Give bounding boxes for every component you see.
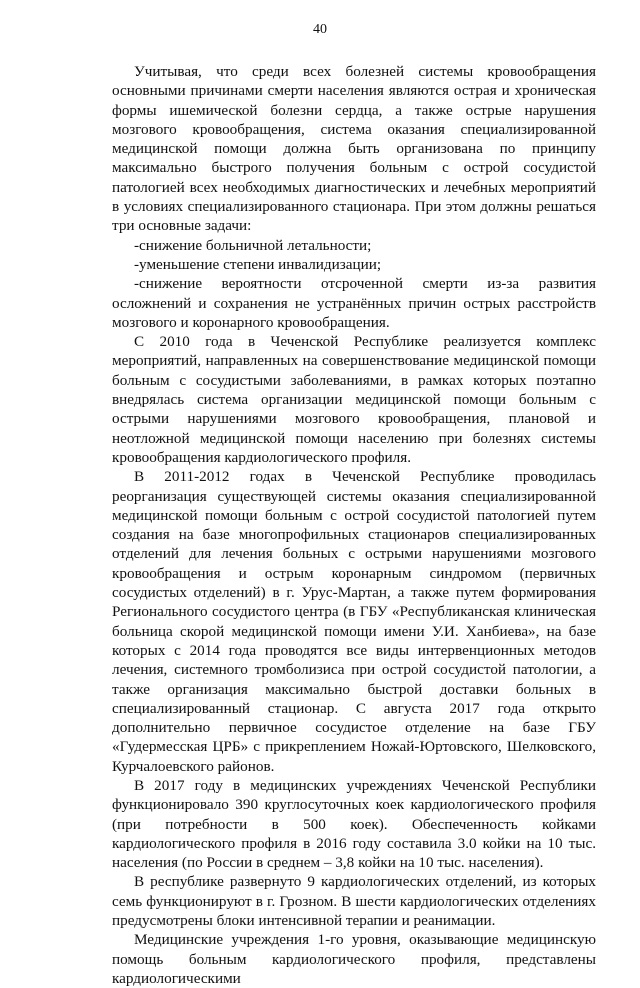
paragraph-2017-beds: В 2017 году в медицинских учреждениях Чеченской Республики функционировало 390 круглосуточных коек кардиологического профиля (при потребности в 500 коек). Обеспеченность койками кардиологического профиля в 2016 году составила 3.0 койки на 10 тыс. населения (по России в среднем – 3,8 койки на 10 тыс. населения). bbox=[112, 776, 596, 872]
paragraph-2010-measures: С 2010 года в Чеченской Республике реализуется комплекс мероприятий, направленных на совершенствование медицинской помощи больным с сосудистыми заболеваниями, в рамках которых поэтапно внедрялась система организации медицинской помощи больным с острыми нарушениями мозгового кровообращения, плановой и неотложной медицинской помощи населению при болезнях системы кровообращения кардиологического профиля. bbox=[112, 333, 596, 466]
paragraph-2011-2012-reorganization: В 2011-2012 годах в Чеченской Республике проводилась реорганизация существующей системы оказания специализированной медицинской помощи больным с острой сосудистой патологией путем создания на базе многопрофильных стационаров специализированных отделений для лечения больных с острыми нарушениями мозгового кровообращения и острым коронарным синдромом (первичных сосудистых отделений) в г. Урус-Мартан, а также путем формирования Регионального сосудистого центра (в ГБУ «Республиканская клиническая больница скорой медицинской помощи имени У.И. Ханбиева», на базе которых с 2014 года проводятся все виды интервенционных методов лечения, системного тромболизиса при острой сосудистой патологии, а также организация максимально быстрой доставки больных в специализированный стационар. С августа 2017 года открыто дополнительно первичное сосудистое отделение на базе ГБУ «Гудермесская ЦРБ» с прикреплением Ножай-Юртовского, Шелковского, Курчалоевского районов. bbox=[112, 468, 596, 775]
task-item-disability: -уменьшение степени инвалидизации; bbox=[134, 255, 382, 273]
paragraph-cardiology-departments: В республике развернуто 9 кардиологических отделений, из которых семь функционируют в г. Грозном. В шести кардиологических отделениях предусмотрены блоки интенсивной терапии и реанимации. bbox=[112, 873, 596, 930]
paragraph-intro: Учитывая, что среди всех болезней системы кровообращения основными причинами смерти населения являются острая и хроническая формы ишемической болезни сердца, а также острые нарушения мозгового кровообращения, система оказания специализированной медицинской помощи должна быть организована по принципу максимально быстрого получения больным с острой сосудистой патологией всех необходимых диагностических и лечебных мероприятий в условиях специализированного стационара. При этом должны решаться три основные задачи: bbox=[112, 63, 596, 235]
task-item-mortality: -снижение больничной летальности; bbox=[134, 236, 372, 254]
paragraph-level-1-institutions: Медицинские учреждения 1-го уровня, оказывающие медицинскую помощь больным кардиологического профиля, представлены кардиологическими bbox=[112, 931, 596, 987]
page-number: 40 bbox=[313, 22, 327, 37]
document-body bbox=[112, 62, 596, 988]
task-item-delayed-death: -снижение вероятности отсроченной смерти из-за развития осложнений и сохранения не устранённых причин острых расстройств мозгового и коронарного кровообращения. bbox=[112, 275, 596, 331]
